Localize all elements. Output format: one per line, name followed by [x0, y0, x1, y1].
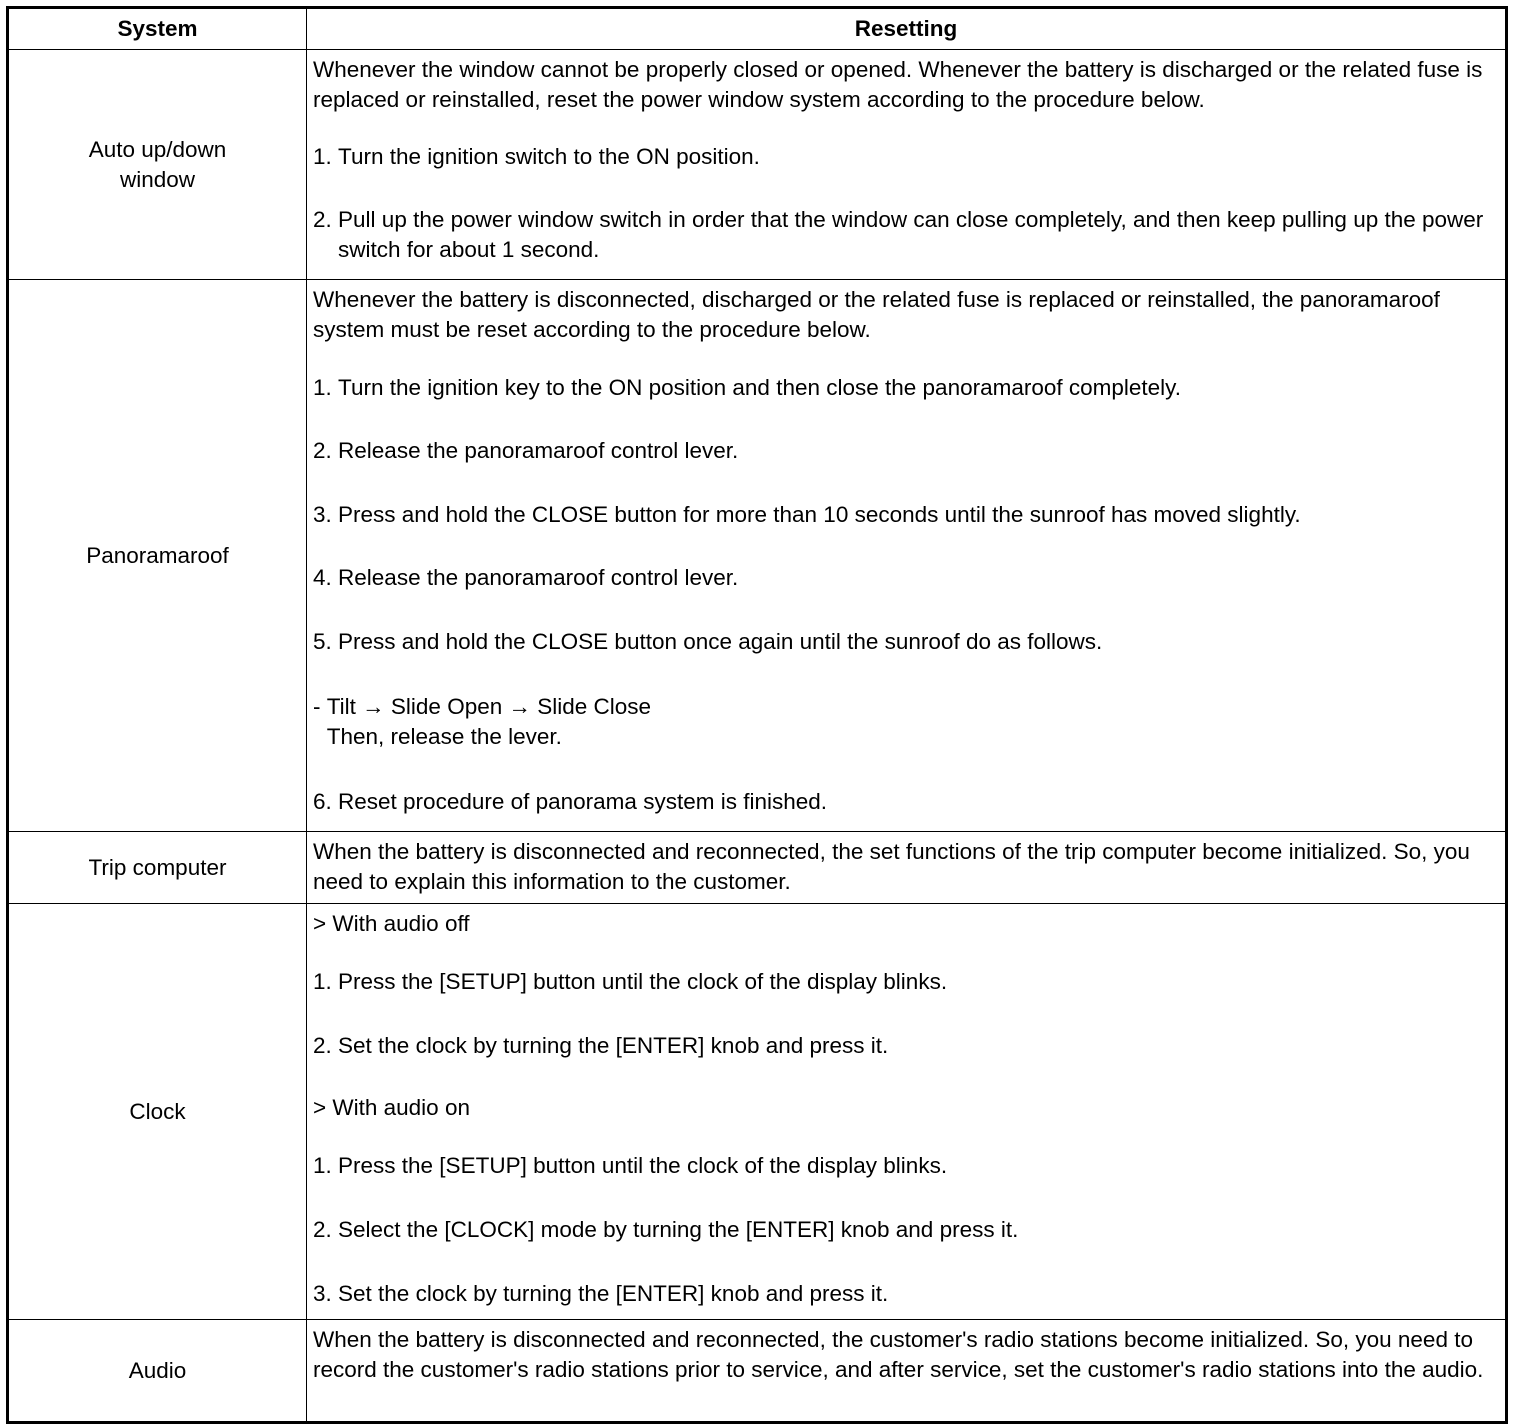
system-cell-clock: [8, 904, 307, 1320]
step-item: [313, 205, 1499, 265]
step-item: [313, 373, 1499, 403]
step-item: [313, 563, 1499, 593]
step-number: 2.: [313, 438, 339, 463]
reset-table: [6, 6, 1508, 1424]
table-row-window: [8, 50, 1507, 280]
sequence-line: Tilt → Slide Open → Slide Close: [326, 694, 652, 719]
intro-text: Whenever the battery is disconnected, discharged or the related fuse is replaced or reinstalled, the panoramaroof system must be reset according to the procedure below.: [313, 287, 1440, 342]
system-label: Clock: [129, 1098, 186, 1124]
step-text: Turn the ignition switch to the ON position.: [338, 144, 760, 169]
description-text: When the battery is disconnected and reconnected, the customer's radio stations become initialized. So, you need to record the customer's radio stations prior to service, and after service, set the customer's radio stations into the audio.: [313, 1327, 1484, 1382]
step-number: 1.: [313, 375, 339, 400]
header-resetting: Resetting: [307, 8, 1507, 50]
dash-marker: -: [313, 694, 327, 719]
step-item: [313, 436, 1499, 466]
system-label: Trip computer: [88, 854, 227, 880]
step-item: 2. Select the [CLOCK] mode by turning the [ENTER] knob and press it.: [313, 1217, 1019, 1242]
step-item: 3. Set the clock by turning the [ENTER] knob and press it.: [313, 1281, 889, 1306]
step-text: Press and hold the CLOSE button for more than 10 seconds until the sunroof has moved slightly.: [338, 502, 1301, 527]
step-number: 2.: [313, 207, 339, 232]
step-text: Press and hold the CLOSE button once again until the sunroof do as follows.: [338, 629, 1103, 654]
resetting-cell-window: [307, 50, 1507, 280]
resetting-cell-trip-computer: [307, 832, 1507, 904]
step-number: 5.: [313, 629, 339, 654]
table-row-audio: [8, 1320, 1507, 1423]
step-text: Release the panoramaroof control lever.: [338, 438, 739, 463]
table-row-panoramaroof: [8, 280, 1507, 832]
sequence-line-2: Then, release the lever.: [326, 724, 562, 749]
step-item: 2. Set the clock by turning the [ENTER] knob and press it.: [313, 1033, 889, 1058]
step-item: 1. Press the [SETUP] button until the clock of the display blinks.: [313, 969, 948, 994]
resetting-cell-audio: [307, 1320, 1507, 1423]
step-item: [313, 627, 1499, 657]
table-row-trip-computer: [8, 832, 1507, 904]
step-number: 4.: [313, 565, 339, 590]
step-item: [313, 500, 1499, 530]
table-row-clock: [8, 904, 1507, 1320]
system-cell-window: [8, 50, 307, 280]
step-text: Pull up the power window switch in order that the window can close completely, and then keep pulling up the power switch for about 1 second.: [338, 207, 1484, 262]
resetting-cell-panoramaroof: [307, 280, 1507, 832]
system-cell-panoramaroof: [8, 280, 307, 832]
system-label: Panoramaroof: [86, 542, 229, 568]
header-row: [8, 8, 1507, 50]
step-item: [313, 142, 1499, 172]
step-number: 1.: [313, 144, 339, 169]
step-text: Turn the ignition key to the ON position and then close the panoramaroof completely.: [338, 375, 1182, 400]
intro-text: Whenever the window cannot be properly closed or opened. Whenever the battery is discharged or the related fuse is replaced or reinstalled, reset the power window system according to the procedure below.: [313, 57, 1483, 112]
sequence-item: [313, 692, 1499, 752]
final-step: 6. Reset procedure of panorama system is finished.: [313, 789, 828, 814]
step-number: 3.: [313, 502, 339, 527]
system-cell-audio: [8, 1320, 307, 1423]
resetting-cell-clock: [307, 904, 1507, 1320]
sequence-text: [327, 692, 651, 752]
step-item: 1. Press the [SETUP] button until the clock of the display blinks.: [313, 1153, 948, 1178]
system-cell-trip-computer: [8, 832, 307, 904]
subheading-audio-off: > With audio off: [313, 911, 470, 936]
system-label: Auto up/down window: [88, 136, 227, 192]
subheading-audio-on: > With audio on: [313, 1095, 470, 1120]
description-text: When the battery is disconnected and reconnected, the set functions of the trip computer become initialized. So, you need to explain this information to the customer.: [313, 839, 1470, 894]
step-text: Release the panoramaroof control lever.: [338, 565, 739, 590]
header-system: System: [8, 8, 307, 50]
system-label: Audio: [128, 1357, 187, 1383]
